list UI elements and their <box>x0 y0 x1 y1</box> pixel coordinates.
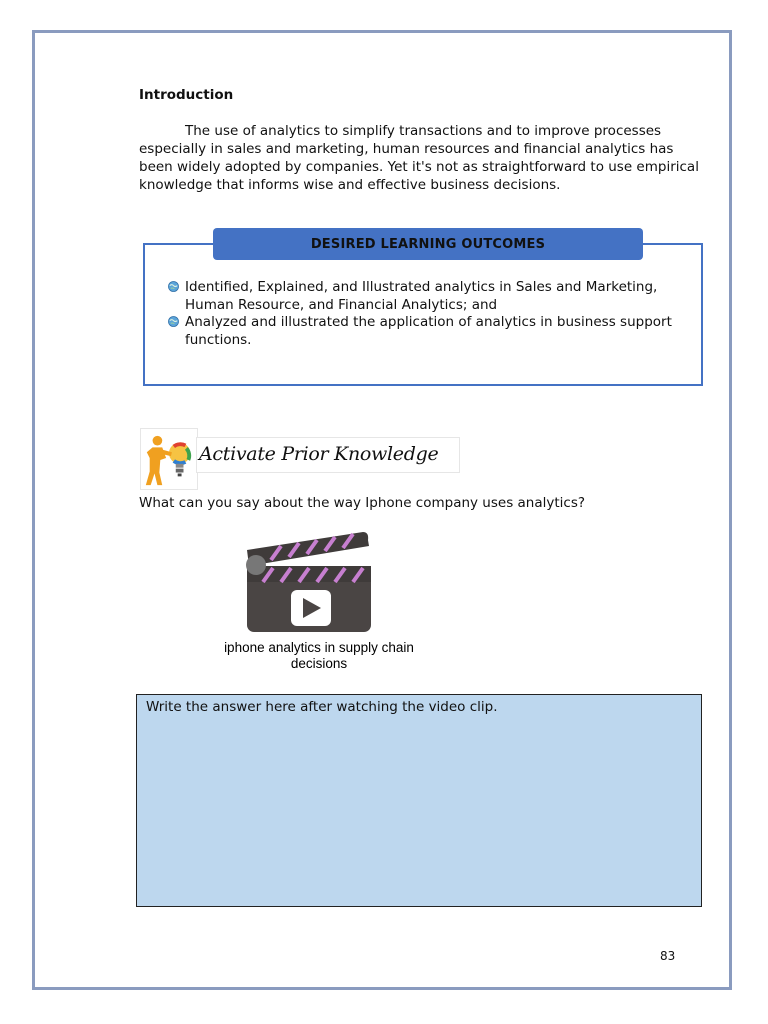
learning-outcomes-title: DESIRED LEARNING OUTCOMES <box>213 228 643 260</box>
prompt-question: What can you say about the way Iphone company uses analytics? <box>139 495 586 511</box>
outcome-text: Analyzed and illustrated the application of analytics in business support functions. <box>185 314 672 348</box>
outcome-text: Identified, Explained, and Illustrated analytics in Sales and Marketing, Human Resource, and Financial Analytics; and <box>185 279 658 313</box>
video-clip-icon[interactable] <box>241 528 375 638</box>
answer-textbox[interactable] <box>136 694 702 907</box>
outcome-item <box>168 313 708 349</box>
activate-prior-knowledge-banner <box>140 428 460 490</box>
globe-bullet-icon <box>168 281 179 292</box>
video-caption: iphone analytics in supply chain decisions <box>224 640 414 671</box>
section-heading: Introduction <box>139 87 234 103</box>
lightbulb-figure-icon <box>140 428 198 490</box>
globe-bullet-icon <box>168 316 179 327</box>
page-number: 83 <box>660 949 676 963</box>
answer-prompt: Write the answer here after watching the video clip. <box>146 699 498 715</box>
activate-prior-knowledge-title: Activate Prior Knowledge <box>199 443 439 465</box>
intro-paragraph: The use of analytics to simplify transactions and to improve processes especially in sales and marketing, human resources and financial analytics has been widely adopted by companies. Yet it's not as straightforward to use empirical knowledge that informs wise and effective business decisions. <box>139 123 699 193</box>
outcome-item <box>168 278 708 314</box>
activate-prior-knowledge-title-box <box>196 437 460 473</box>
